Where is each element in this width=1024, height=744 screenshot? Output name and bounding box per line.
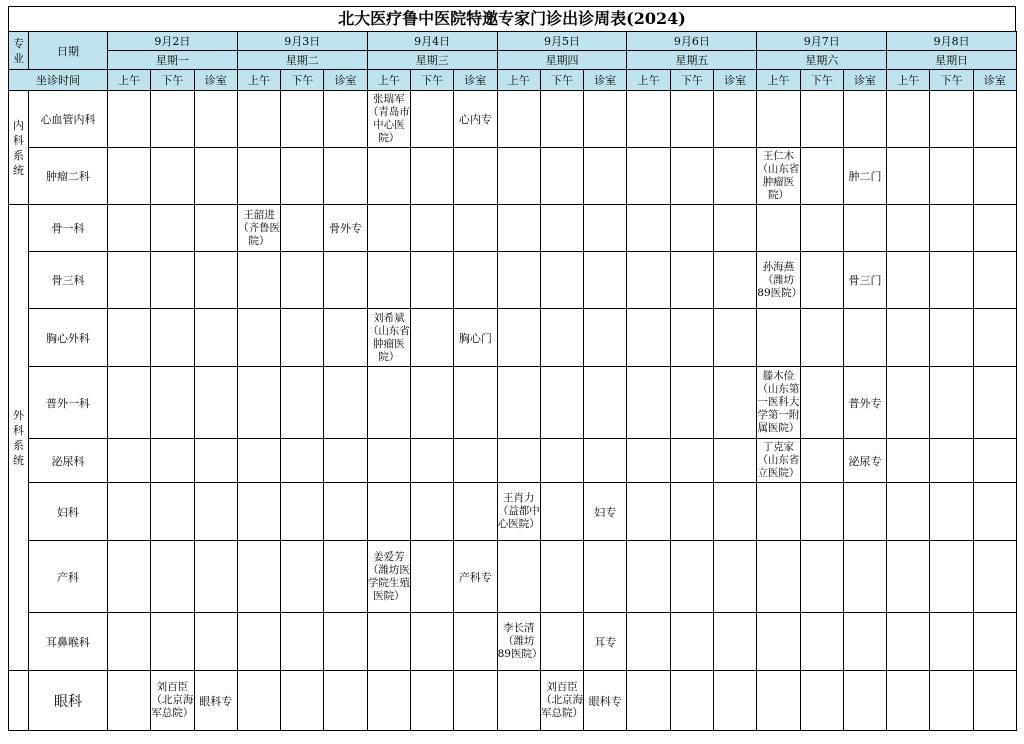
empty-cell bbox=[800, 613, 843, 671]
empty-cell bbox=[670, 205, 713, 252]
empty-cell bbox=[584, 205, 627, 252]
session-header: 上午 bbox=[887, 70, 930, 91]
empty-cell bbox=[887, 367, 930, 439]
empty-cell bbox=[800, 205, 843, 252]
doctor-cell: 张瑞军（青岛市中心医院） bbox=[367, 91, 410, 148]
empty-cell bbox=[194, 252, 237, 309]
doctor-cell: 王肖力（益都中心医院） bbox=[497, 483, 540, 541]
empty-cell bbox=[627, 367, 670, 439]
empty-cell bbox=[454, 613, 497, 671]
empty-cell bbox=[800, 252, 843, 309]
empty-cell bbox=[584, 148, 627, 205]
group-blank bbox=[9, 671, 29, 731]
empty-cell bbox=[497, 367, 540, 439]
room-header: 诊室 bbox=[324, 70, 367, 91]
empty-cell bbox=[454, 148, 497, 205]
date-cell: 9月4日 bbox=[367, 32, 497, 51]
empty-cell bbox=[627, 205, 670, 252]
schedule-sheet bbox=[8, 6, 1016, 731]
room-cell: 普外专 bbox=[843, 367, 886, 439]
empty-cell bbox=[108, 252, 151, 309]
date-cell: 9月7日 bbox=[757, 32, 887, 51]
empty-cell bbox=[237, 541, 280, 613]
empty-cell bbox=[627, 671, 670, 731]
empty-cell bbox=[930, 91, 973, 148]
empty-cell bbox=[757, 671, 800, 731]
empty-cell bbox=[367, 205, 410, 252]
empty-cell bbox=[887, 671, 930, 731]
empty-cell bbox=[151, 309, 194, 367]
empty-cell bbox=[973, 148, 1016, 205]
empty-cell bbox=[497, 671, 540, 731]
empty-cell bbox=[930, 309, 973, 367]
doctor-cell: 姜爱芳（潍坊医学院生殖医院） bbox=[367, 541, 410, 613]
empty-cell bbox=[584, 367, 627, 439]
group-internal: 内科系统 bbox=[9, 91, 29, 205]
empty-cell bbox=[887, 613, 930, 671]
dept-name: 耳鼻喉科 bbox=[29, 613, 108, 671]
empty-cell bbox=[108, 439, 151, 483]
empty-cell bbox=[281, 541, 324, 613]
empty-cell bbox=[367, 367, 410, 439]
weekday-cell: 星期四 bbox=[497, 51, 627, 70]
time-header: 坐诊时间 bbox=[9, 70, 108, 91]
doctor-cell: 李长清（潍坊89医院） bbox=[497, 613, 540, 671]
empty-cell bbox=[281, 252, 324, 309]
empty-cell bbox=[281, 671, 324, 731]
date-header: 日期 bbox=[29, 32, 108, 70]
empty-cell bbox=[627, 309, 670, 367]
empty-cell bbox=[670, 671, 713, 731]
empty-cell bbox=[800, 439, 843, 483]
empty-cell bbox=[151, 205, 194, 252]
empty-cell bbox=[800, 541, 843, 613]
empty-cell bbox=[800, 367, 843, 439]
empty-cell bbox=[194, 91, 237, 148]
empty-cell bbox=[973, 483, 1016, 541]
empty-cell bbox=[237, 613, 280, 671]
session-header: 上午 bbox=[627, 70, 670, 91]
schedule-table bbox=[8, 31, 1017, 731]
empty-cell bbox=[714, 483, 757, 541]
empty-cell bbox=[194, 483, 237, 541]
empty-cell bbox=[324, 252, 367, 309]
empty-cell bbox=[627, 613, 670, 671]
empty-cell bbox=[843, 541, 886, 613]
doctor-cell: 滕木俭（山东第一医科大学第一附属医院） bbox=[757, 367, 800, 439]
empty-cell bbox=[714, 91, 757, 148]
empty-cell bbox=[237, 309, 280, 367]
session-header: 下午 bbox=[800, 70, 843, 91]
empty-cell bbox=[757, 541, 800, 613]
room-cell: 妇专 bbox=[584, 483, 627, 541]
weekday-cell: 星期五 bbox=[627, 51, 757, 70]
empty-cell bbox=[454, 252, 497, 309]
empty-cell bbox=[627, 91, 670, 148]
empty-cell bbox=[497, 205, 540, 252]
empty-cell bbox=[843, 205, 886, 252]
empty-cell bbox=[714, 613, 757, 671]
session-header: 上午 bbox=[237, 70, 280, 91]
room-cell: 骨三门 bbox=[843, 252, 886, 309]
empty-cell bbox=[887, 205, 930, 252]
room-cell: 肿二门 bbox=[843, 148, 886, 205]
empty-cell bbox=[973, 205, 1016, 252]
doctor-cell: 刘百臣（北京海军总院） bbox=[540, 671, 583, 731]
empty-cell bbox=[930, 483, 973, 541]
empty-cell bbox=[281, 483, 324, 541]
doctor-cell: 丁克家（山东省立医院） bbox=[757, 439, 800, 483]
empty-cell bbox=[670, 541, 713, 613]
doctor-cell: 刘希斌（山东省肿瘤医院） bbox=[367, 309, 410, 367]
empty-cell bbox=[237, 252, 280, 309]
session-header: 上午 bbox=[497, 70, 540, 91]
table-row bbox=[9, 252, 1017, 309]
empty-cell bbox=[281, 309, 324, 367]
empty-cell bbox=[497, 541, 540, 613]
empty-cell bbox=[540, 483, 583, 541]
empty-cell bbox=[411, 205, 454, 252]
empty-cell bbox=[843, 483, 886, 541]
room-cell: 心内专 bbox=[454, 91, 497, 148]
session-header: 上午 bbox=[108, 70, 151, 91]
empty-cell bbox=[627, 252, 670, 309]
empty-cell bbox=[367, 439, 410, 483]
empty-cell bbox=[194, 541, 237, 613]
room-cell: 泌尿专 bbox=[843, 439, 886, 483]
empty-cell bbox=[540, 309, 583, 367]
empty-cell bbox=[540, 367, 583, 439]
table-row bbox=[9, 541, 1017, 613]
empty-cell bbox=[800, 309, 843, 367]
weekday-cell: 星期二 bbox=[237, 51, 367, 70]
empty-cell bbox=[757, 483, 800, 541]
empty-cell bbox=[973, 252, 1016, 309]
empty-cell bbox=[108, 309, 151, 367]
empty-cell bbox=[930, 613, 973, 671]
weekday-cell: 星期六 bbox=[757, 51, 887, 70]
empty-cell bbox=[237, 367, 280, 439]
dept-name: 产科 bbox=[29, 541, 108, 613]
empty-cell bbox=[108, 541, 151, 613]
empty-cell bbox=[887, 541, 930, 613]
empty-cell bbox=[757, 205, 800, 252]
empty-cell bbox=[714, 148, 757, 205]
doctor-cell: 王韶进（齐鲁医院） bbox=[237, 205, 280, 252]
empty-cell bbox=[151, 91, 194, 148]
empty-cell bbox=[281, 613, 324, 671]
empty-cell bbox=[973, 439, 1016, 483]
empty-cell bbox=[108, 367, 151, 439]
empty-cell bbox=[670, 91, 713, 148]
page-title: 北大医疗鲁中医院特邀专家门诊出诊周表(2024) bbox=[8, 6, 1016, 31]
empty-cell bbox=[627, 483, 670, 541]
empty-cell bbox=[973, 367, 1016, 439]
empty-cell bbox=[930, 439, 973, 483]
empty-cell bbox=[281, 91, 324, 148]
empty-cell bbox=[670, 252, 713, 309]
empty-cell bbox=[367, 671, 410, 731]
empty-cell bbox=[194, 148, 237, 205]
empty-cell bbox=[324, 367, 367, 439]
empty-cell bbox=[887, 148, 930, 205]
empty-cell bbox=[800, 483, 843, 541]
empty-cell bbox=[540, 541, 583, 613]
empty-cell bbox=[454, 205, 497, 252]
empty-cell bbox=[584, 91, 627, 148]
doctor-cell: 孙海燕（潍坊89医院） bbox=[757, 252, 800, 309]
empty-cell bbox=[540, 439, 583, 483]
empty-cell bbox=[627, 541, 670, 613]
table-row bbox=[9, 205, 1017, 252]
empty-cell bbox=[151, 252, 194, 309]
empty-cell bbox=[540, 613, 583, 671]
empty-cell bbox=[757, 613, 800, 671]
empty-cell bbox=[800, 148, 843, 205]
empty-cell bbox=[281, 205, 324, 252]
doctor-cell: 刘百臣（北京海军总院） bbox=[151, 671, 194, 731]
room-cell: 眼科专 bbox=[194, 671, 237, 731]
empty-cell bbox=[108, 671, 151, 731]
empty-cell bbox=[411, 367, 454, 439]
empty-cell bbox=[151, 367, 194, 439]
empty-cell bbox=[411, 613, 454, 671]
empty-cell bbox=[411, 91, 454, 148]
empty-cell bbox=[843, 91, 886, 148]
empty-cell bbox=[237, 148, 280, 205]
room-header: 诊室 bbox=[194, 70, 237, 91]
empty-cell bbox=[237, 483, 280, 541]
date-cell: 9月2日 bbox=[108, 32, 238, 51]
empty-cell bbox=[194, 309, 237, 367]
session-header: 下午 bbox=[930, 70, 973, 91]
empty-cell bbox=[237, 91, 280, 148]
empty-cell bbox=[887, 91, 930, 148]
empty-cell bbox=[584, 541, 627, 613]
empty-cell bbox=[670, 309, 713, 367]
empty-cell bbox=[194, 205, 237, 252]
empty-cell bbox=[930, 148, 973, 205]
empty-cell bbox=[237, 439, 280, 483]
empty-cell bbox=[411, 483, 454, 541]
empty-cell bbox=[108, 613, 151, 671]
empty-cell bbox=[670, 483, 713, 541]
empty-cell bbox=[627, 439, 670, 483]
empty-cell bbox=[281, 439, 324, 483]
empty-cell bbox=[454, 671, 497, 731]
weekday-cell: 星期三 bbox=[367, 51, 497, 70]
empty-cell bbox=[930, 205, 973, 252]
empty-cell bbox=[714, 541, 757, 613]
empty-cell bbox=[151, 613, 194, 671]
empty-cell bbox=[324, 148, 367, 205]
session-header: 下午 bbox=[281, 70, 324, 91]
empty-cell bbox=[411, 309, 454, 367]
table-row bbox=[9, 439, 1017, 483]
empty-cell bbox=[930, 671, 973, 731]
empty-cell bbox=[151, 439, 194, 483]
dept-name: 普外一科 bbox=[29, 367, 108, 439]
empty-cell bbox=[108, 148, 151, 205]
empty-cell bbox=[714, 252, 757, 309]
empty-cell bbox=[454, 439, 497, 483]
dept-name: 心血管内科 bbox=[29, 91, 108, 148]
table-row bbox=[9, 613, 1017, 671]
empty-cell bbox=[887, 252, 930, 309]
room-header: 诊室 bbox=[454, 70, 497, 91]
room-cell: 产科专 bbox=[454, 541, 497, 613]
empty-cell bbox=[973, 671, 1016, 731]
empty-cell bbox=[973, 613, 1016, 671]
room-header: 诊室 bbox=[584, 70, 627, 91]
dept-name: 骨一科 bbox=[29, 205, 108, 252]
empty-cell bbox=[670, 439, 713, 483]
empty-cell bbox=[367, 483, 410, 541]
empty-cell bbox=[670, 613, 713, 671]
empty-cell bbox=[324, 541, 367, 613]
empty-cell bbox=[324, 309, 367, 367]
empty-cell bbox=[194, 613, 237, 671]
empty-cell bbox=[540, 91, 583, 148]
dept-name: 泌尿科 bbox=[29, 439, 108, 483]
table-row bbox=[9, 91, 1017, 148]
empty-cell bbox=[324, 91, 367, 148]
specialty-header: 专业 bbox=[9, 32, 29, 70]
date-cell: 9月5日 bbox=[497, 32, 627, 51]
empty-cell bbox=[108, 91, 151, 148]
dept-name: 眼科 bbox=[29, 671, 108, 731]
empty-cell bbox=[367, 148, 410, 205]
group-surgery: 外科系统 bbox=[9, 205, 29, 671]
empty-cell bbox=[151, 148, 194, 205]
empty-cell bbox=[324, 439, 367, 483]
table-row bbox=[9, 309, 1017, 367]
dept-name: 骨三科 bbox=[29, 252, 108, 309]
empty-cell bbox=[367, 613, 410, 671]
empty-cell bbox=[843, 671, 886, 731]
empty-cell bbox=[367, 252, 410, 309]
room-cell: 胸心门 bbox=[454, 309, 497, 367]
empty-cell bbox=[887, 439, 930, 483]
empty-cell bbox=[454, 483, 497, 541]
empty-cell bbox=[411, 148, 454, 205]
empty-cell bbox=[584, 252, 627, 309]
empty-cell bbox=[411, 252, 454, 309]
empty-cell bbox=[497, 252, 540, 309]
empty-cell bbox=[324, 483, 367, 541]
session-header: 下午 bbox=[151, 70, 194, 91]
empty-cell bbox=[714, 671, 757, 731]
dept-name: 妇科 bbox=[29, 483, 108, 541]
empty-cell bbox=[584, 309, 627, 367]
empty-cell bbox=[930, 252, 973, 309]
empty-cell bbox=[757, 309, 800, 367]
empty-cell bbox=[281, 367, 324, 439]
session-header: 上午 bbox=[757, 70, 800, 91]
empty-cell bbox=[714, 205, 757, 252]
room-cell: 眼科专 bbox=[584, 671, 627, 731]
empty-cell bbox=[800, 671, 843, 731]
empty-cell bbox=[151, 483, 194, 541]
empty-cell bbox=[973, 309, 1016, 367]
room-header: 诊室 bbox=[714, 70, 757, 91]
empty-cell bbox=[670, 148, 713, 205]
weekday-cell: 星期一 bbox=[108, 51, 238, 70]
room-header: 诊室 bbox=[843, 70, 886, 91]
empty-cell bbox=[800, 91, 843, 148]
empty-cell bbox=[108, 205, 151, 252]
empty-cell bbox=[151, 541, 194, 613]
empty-cell bbox=[843, 309, 886, 367]
empty-cell bbox=[497, 439, 540, 483]
empty-cell bbox=[237, 671, 280, 731]
empty-cell bbox=[930, 541, 973, 613]
room-header: 诊室 bbox=[973, 70, 1016, 91]
date-cell: 9月8日 bbox=[887, 32, 1017, 51]
session-header: 下午 bbox=[670, 70, 713, 91]
weekday-cell: 星期日 bbox=[887, 51, 1017, 70]
empty-cell bbox=[973, 91, 1016, 148]
empty-cell bbox=[714, 309, 757, 367]
empty-cell bbox=[497, 91, 540, 148]
session-header: 上午 bbox=[367, 70, 410, 91]
table-row bbox=[9, 148, 1017, 205]
room-cell: 耳专 bbox=[584, 613, 627, 671]
empty-cell bbox=[540, 148, 583, 205]
table-row bbox=[9, 483, 1017, 541]
empty-cell bbox=[540, 252, 583, 309]
dept-name: 胸心外科 bbox=[29, 309, 108, 367]
doctor-cell: 王仁木（山东省肿瘤医院） bbox=[757, 148, 800, 205]
empty-cell bbox=[411, 439, 454, 483]
empty-cell bbox=[497, 309, 540, 367]
empty-cell bbox=[627, 148, 670, 205]
empty-cell bbox=[281, 148, 324, 205]
table-row bbox=[9, 367, 1017, 439]
empty-cell bbox=[194, 439, 237, 483]
date-cell: 9月3日 bbox=[237, 32, 367, 51]
room-cell: 骨外专 bbox=[324, 205, 367, 252]
empty-cell bbox=[411, 541, 454, 613]
empty-cell bbox=[324, 671, 367, 731]
empty-cell bbox=[454, 367, 497, 439]
empty-cell bbox=[887, 483, 930, 541]
empty-cell bbox=[497, 148, 540, 205]
empty-cell bbox=[540, 205, 583, 252]
empty-cell bbox=[757, 91, 800, 148]
empty-cell bbox=[973, 541, 1016, 613]
date-cell: 9月6日 bbox=[627, 32, 757, 51]
empty-cell bbox=[714, 439, 757, 483]
empty-cell bbox=[324, 613, 367, 671]
session-header: 下午 bbox=[540, 70, 583, 91]
empty-cell bbox=[714, 367, 757, 439]
table-row bbox=[9, 671, 1017, 731]
empty-cell bbox=[930, 367, 973, 439]
empty-cell bbox=[108, 483, 151, 541]
empty-cell bbox=[670, 367, 713, 439]
empty-cell bbox=[411, 671, 454, 731]
session-header: 下午 bbox=[411, 70, 454, 91]
empty-cell bbox=[887, 309, 930, 367]
dept-name: 肿瘤二科 bbox=[29, 148, 108, 205]
empty-cell bbox=[194, 367, 237, 439]
empty-cell bbox=[843, 613, 886, 671]
empty-cell bbox=[584, 439, 627, 483]
